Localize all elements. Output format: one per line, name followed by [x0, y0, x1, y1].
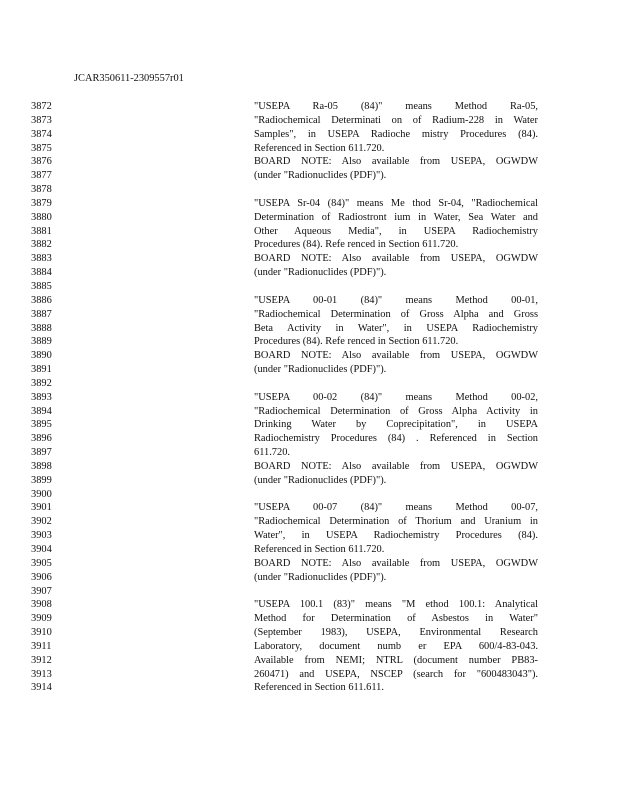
definition-paragraph	[254, 391, 538, 488]
line-number: 3877	[31, 170, 52, 182]
paragraph-line: Referenced in Section 611.720.	[254, 544, 385, 555]
line-number: 3886	[31, 294, 52, 306]
line-number: 3913	[31, 668, 52, 680]
line-number: 3891	[31, 364, 52, 376]
line-number: 3880	[31, 211, 52, 223]
paragraph-line: Procedures (84). Refe renced in Section 611.720.	[254, 239, 459, 251]
paragraph-line: 260471) and USEPA, NSCEP (search for "600483043").	[254, 668, 538, 680]
line-number: 3908	[31, 599, 52, 611]
paragraph-line: BOARD NOTE: Also available from USEPA, OGWDW	[254, 156, 538, 168]
paragraph-line: Procedures (84). Refe renced in Section 611.720.	[254, 336, 459, 348]
paragraph-line: "Radiochemical Determination of Gross Alpha Activity in	[254, 405, 538, 417]
blank-line	[254, 183, 538, 197]
paragraph-line: Available from NEMI; NTRL (document number PB83-	[254, 654, 538, 666]
paragraph-line: Radiochemistry Procedures (84) . Referenced in Section	[254, 433, 538, 445]
line-number: 3900	[31, 488, 52, 500]
line-number: 3898	[31, 460, 52, 472]
line-number: 3875	[31, 142, 52, 154]
paragraph-line: Method for Determination of Asbestos in Water"	[254, 613, 538, 625]
line-number: 3895	[31, 419, 52, 431]
paragraph-line: Referenced in Section 611.720.	[254, 142, 385, 154]
definition-paragraph	[254, 501, 538, 584]
line-number: 3899	[31, 474, 52, 486]
paragraph-line: (under "Radionuclides (PDF)").	[254, 364, 387, 376]
paragraph-line: (under "Radionuclides (PDF)").	[254, 267, 387, 279]
line-number: 3890	[31, 350, 52, 362]
blank-line	[254, 280, 538, 294]
paragraph-line: Determination of Radiostront ium in Water, Sea Water and	[254, 211, 538, 223]
line-number: 3878	[31, 184, 52, 196]
line-number: 3893	[31, 391, 52, 403]
line-number: 3879	[31, 197, 52, 209]
line-number: 3889	[31, 336, 52, 348]
paragraph-line: "Radiochemical Determinati on of Radium-228 in Water	[254, 114, 538, 126]
blank-line	[254, 377, 538, 391]
paragraph-line: Samples", in USEPA Radioche mistry Procedures (84).	[254, 128, 538, 140]
paragraph-line: "USEPA Ra-05 (84)" means Method Ra-05,	[254, 101, 538, 112]
line-number: 3912	[31, 654, 52, 666]
line-number: 3876	[31, 156, 52, 168]
line-number: 3881	[31, 225, 52, 237]
paragraph-line: "USEPA 100.1 (83)" means "M ethod 100.1: Analytical	[254, 599, 538, 611]
paragraph-line: (under "Radionuclides (PDF)").	[254, 170, 387, 182]
document-body	[254, 100, 538, 695]
paragraph-line: Referenced in Section 611.611.	[254, 682, 384, 694]
paragraph-line: BOARD NOTE: Also available from USEPA, OGWDW	[254, 253, 538, 265]
line-number-column	[31, 100, 52, 695]
paragraph-line: BOARD NOTE: Also available from USEPA, OGWDW	[254, 557, 538, 569]
paragraph-line: (September 1983), USEPA, Environmental Research	[254, 627, 538, 639]
line-number: 3905	[31, 557, 52, 569]
line-number: 3911	[31, 640, 52, 652]
line-number: 3872	[31, 101, 52, 112]
line-number: 3914	[31, 682, 52, 694]
line-number: 3896	[31, 433, 52, 445]
line-number: 3897	[31, 447, 52, 459]
line-number: 3873	[31, 114, 52, 126]
paragraph-line: Laboratory, document numb er EPA 600/4-83-043.	[254, 640, 538, 652]
line-number: 3874	[31, 128, 52, 140]
document-id: JCAR350611-2309557r01	[74, 73, 184, 84]
definition-paragraph	[254, 294, 538, 377]
line-number: 3909	[31, 613, 52, 625]
paragraph-line: Other Aqueous Media", in USEPA Radiochemistry	[254, 225, 538, 237]
line-number: 3910	[31, 627, 52, 639]
line-number: 3902	[31, 516, 52, 528]
line-number: 3903	[31, 530, 52, 542]
paragraph-line: (under "Radionuclides (PDF)").	[254, 474, 387, 486]
line-number: 3904	[31, 544, 52, 555]
blank-line	[254, 585, 538, 599]
blank-line	[254, 488, 538, 502]
paragraph-line: 611.720.	[254, 447, 290, 459]
line-number: 3906	[31, 571, 52, 583]
paragraph-line: "Radiochemical Determination of Gross Alpha and Gross	[254, 308, 538, 320]
paragraph-line: BOARD NOTE: Also available from USEPA, OGWDW	[254, 460, 538, 472]
line-number: 3883	[31, 253, 52, 265]
line-number: 3884	[31, 267, 52, 279]
definition-paragraph	[254, 197, 538, 280]
definition-paragraph	[254, 598, 538, 695]
line-number: 3901	[31, 502, 52, 514]
paragraph-line: "USEPA 00-07 (84)" means Method 00-07,	[254, 502, 538, 514]
line-number: 3907	[31, 585, 52, 597]
line-number: 3887	[31, 308, 52, 320]
line-number: 3888	[31, 322, 52, 334]
line-number: 3882	[31, 239, 52, 251]
paragraph-line: (under "Radionuclides (PDF)").	[254, 571, 387, 583]
paragraph-line: "USEPA Sr-04 (84)" means Me thod Sr-04, "Radiochemical	[254, 197, 538, 209]
line-number: 3885	[31, 280, 52, 292]
paragraph-line: "USEPA 00-01 (84)" means Method 00-01,	[254, 294, 538, 306]
line-number: 3894	[31, 405, 52, 417]
paragraph-line: "USEPA 00-02 (84)" means Method 00-02,	[254, 391, 538, 403]
paragraph-line: Beta Activity in Water", in USEPA Radiochemistry	[254, 322, 538, 334]
paragraph-line: Water", in USEPA Radiochemistry Procedures (84).	[254, 530, 538, 542]
paragraph-line: "Radiochemical Determination of Thorium and Uranium in	[254, 516, 538, 528]
line-number: 3892	[31, 377, 52, 389]
paragraph-line: Drinking Water by Coprecipitation", in USEPA	[254, 419, 538, 431]
definition-paragraph	[254, 100, 538, 183]
paragraph-line: BOARD NOTE: Also available from USEPA, OGWDW	[254, 350, 538, 362]
